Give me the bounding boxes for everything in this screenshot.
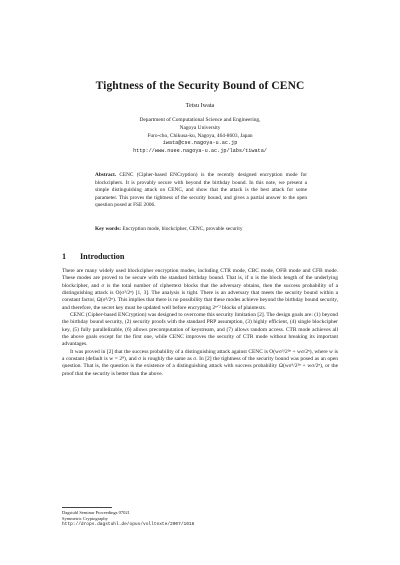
keywords bbox=[95, 226, 307, 234]
abstract-label: Abstract. bbox=[95, 172, 117, 178]
footer-url: http://drops.dagstuhl.de/opus/volltexte/2007/1016 bbox=[62, 521, 195, 527]
paper-title: Tightness of the Security Bound of CENC bbox=[95, 80, 305, 92]
affiliation-department: Department of Computational Science and Engineering, bbox=[139, 117, 261, 123]
abstract bbox=[95, 172, 307, 210]
author-name: Tetsu Iwata bbox=[185, 102, 215, 109]
abstract-text: CENC (Cipher-based ENCryption) is the recently designed encryption mode for blockciphers. It is provably secure with beyond the birthday bound. In this note, we present a simple distinguishing attack on CENC, and show that the attack is the best attack for some parameter. This proves the tightness of the security bound, and gives a partial answer to the open question posed at FSE 2006. bbox=[95, 172, 307, 209]
body-text bbox=[62, 268, 338, 378]
affiliation-university: Nagoya University bbox=[179, 124, 221, 131]
paragraph: There are many widely used blockcipher encryption modes, including CTR mode, CBC mode, OFB mode and CFB mode. These modes are proved to be secure with the standard birthday bound. That is, if n is the block length of the underlying blockcipher, and σ is the total number of ciphertext blocks that the adversary obtains, then the success probability of a distinguishing attack is O(σ²/2ⁿ) [1, 3]. The analysis is tight. There is an adversary that meets the security bound within a constant factor, Ω(σ²/2ⁿ). This implies that there is no possibility that these modes achieve beyond the birthday bound security, and therefore, the secret key must be updated well before encrypting 2ⁿᐟ² blocks of plaintexts. bbox=[62, 268, 338, 311]
paragraph: CENC (Cipher-based ENCryption) was designed to overcome this security limitation [2]. The design goals are: (1) beyond the birthday bound security, (2) security proofs with the standard PRP assumption, (3) highly efficient, (4) single blockcipher key, (5) fully parallelizable, (6) allows precomputation of keystream, and (7) allows random access. CTR mode achieves all the above goals except for the first one, while CENC improves the security of CTR mode without breaking its important advantages. bbox=[62, 312, 338, 348]
paragraph: It was proved in [2] that the success probability of a distinguishing attack against CENC is O(wσ³/2²ⁿ + wσ/2ⁿ), where w is a constant (default is w = 2⁸), and σ is roughly the same as σ. In [2] the tightness of the security bound was posed as an open question. That is, the question is the existence of a distinguishing attack with success probability Ω(wσ³/2²ⁿ + wσ/2ⁿ), or the proof that the security is better than the above. bbox=[62, 348, 338, 377]
author-url: http://www.nuee.nagoya-u.ac.jp/labs/tiwata/ bbox=[133, 148, 267, 155]
author-email: iwata@cse.nagoya-u.ac.jp bbox=[162, 140, 238, 147]
section-heading bbox=[62, 252, 124, 261]
keywords-label: Key words: bbox=[95, 226, 122, 232]
footer-seminar: Symmetric Cryptography bbox=[62, 515, 108, 521]
footer bbox=[62, 507, 262, 528]
section-title: Introduction bbox=[80, 252, 125, 261]
footer-rule bbox=[62, 507, 112, 508]
keywords-text: Encryption mode, blockcipher, CENC, provable security bbox=[122, 226, 243, 232]
affiliation-block bbox=[0, 117, 400, 156]
footer-proceedings: Dagstuhl Seminar Proceedings 07021 bbox=[62, 510, 130, 515]
section-number: 1 bbox=[62, 252, 67, 261]
affiliation-address: Furo-cho, Chikusa-ku, Nagoya, 464-8603, Japan bbox=[147, 132, 253, 139]
